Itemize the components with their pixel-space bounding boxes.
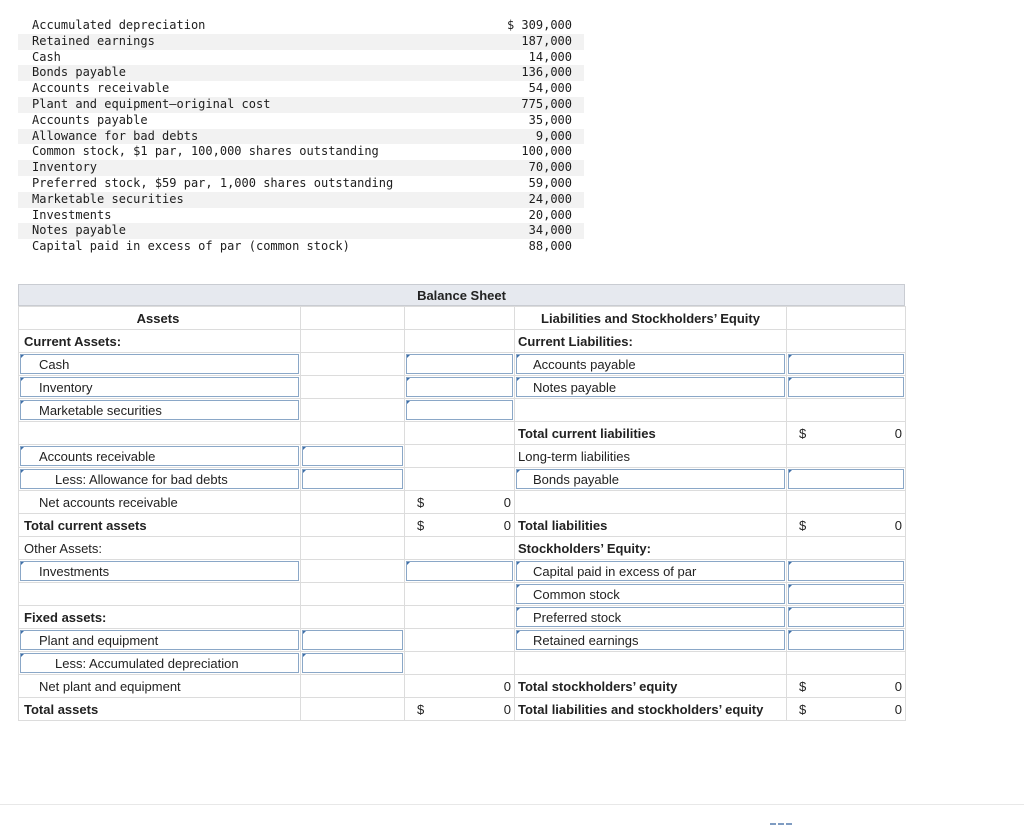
data-row: Investments 20,000 <box>32 207 572 222</box>
capital-paid-label-field[interactable]: Capital paid in excess of par <box>515 560 787 583</box>
data-row: Accounts receivable 54,000 <box>32 81 572 96</box>
data-row: Common stock, $1 par, 100,000 shares outstanding 100,000 <box>32 144 572 159</box>
total-liabilities-value: 0 <box>894 517 902 533</box>
data-row: Accumulated depreciation $ 309,000 <box>32 18 572 32</box>
cash-label-field[interactable]: Cash <box>19 353 301 376</box>
accum-depreciation-label-field[interactable]: Less: Accumulated depreciation <box>19 652 301 675</box>
accounts-receivable-amount-input[interactable] <box>301 445 405 468</box>
total-current-liabilities-label: Total current liabilities <box>515 422 787 445</box>
total-se-label: Total stockholders’ equity <box>515 675 787 698</box>
data-row: Accounts payable 35,000 <box>32 112 572 127</box>
data-row: Capital paid in excess of par (common stock) 88,000 <box>32 239 572 254</box>
common-stock-amount-input[interactable] <box>787 583 906 606</box>
cash-amount-input[interactable] <box>405 353 515 376</box>
inventory-amount-input[interactable] <box>405 376 515 399</box>
current-liabilities-label: Current Liabilities: <box>515 330 787 353</box>
data-row: Retained earnings 187,000 <box>18 34 584 50</box>
balance-sheet-title: Balance Sheet <box>18 284 905 306</box>
fixed-assets-label: Fixed assets: <box>19 606 301 629</box>
total-current-liabilities-value: 0 <box>894 425 902 441</box>
total-se-value: 0 <box>894 678 902 694</box>
scroll-indicator <box>770 823 792 827</box>
total-assets-value: 0 <box>503 701 511 717</box>
total-assets-label: Total assets <box>19 698 301 721</box>
accounts-payable-amount-input[interactable] <box>787 353 906 376</box>
net-plant-label: Net plant and equipment <box>19 675 301 698</box>
total-liabilities-label: Total liabilities <box>515 514 787 537</box>
balance-sheet-table <box>18 306 906 721</box>
capital-paid-amount-input[interactable] <box>787 560 906 583</box>
bonds-payable-amount-input[interactable] <box>787 468 906 491</box>
allowance-label-field[interactable]: Less: Allowance for bad debts <box>19 468 301 491</box>
currency-symbol: $ <box>417 494 425 510</box>
currency-symbol: $ <box>799 701 807 717</box>
net-plant-value: 0 <box>405 675 515 698</box>
data-row: Preferred stock, $59 par, 1,000 shares outstanding 59,000 <box>32 175 572 190</box>
plant-equipment-label-field[interactable]: Plant and equipment <box>19 629 301 652</box>
data-row: Plant and equipment—original cost 775,000 <box>18 97 584 113</box>
liabilities-header: Liabilities and Stockholders’ Equity <box>515 307 787 330</box>
currency-symbol: $ <box>799 425 807 441</box>
bonds-payable-label-field[interactable]: Bonds payable <box>515 468 787 491</box>
retained-earnings-label-field[interactable]: Retained earnings <box>515 629 787 652</box>
data-row: Allowance for bad debts 9,000 <box>18 129 584 145</box>
notes-payable-amount-input[interactable] <box>787 376 906 399</box>
plant-equipment-amount-input[interactable] <box>301 629 405 652</box>
common-stock-label-field[interactable]: Common stock <box>515 583 787 606</box>
preferred-stock-amount-input[interactable] <box>787 606 906 629</box>
data-row: Cash 14,000 <box>32 49 572 64</box>
accounts-payable-label-field[interactable]: Accounts payable <box>515 353 787 376</box>
data-row: Bonds payable 136,000 <box>18 65 584 81</box>
balance-sheet <box>18 284 905 721</box>
accounts-receivable-label-field[interactable]: Accounts receivable <box>19 445 301 468</box>
given-data-list <box>18 18 584 255</box>
other-assets-label: Other Assets: <box>19 537 301 560</box>
marketable-securities-amount-input[interactable] <box>405 399 515 422</box>
total-le-label: Total liabilities and stockholders’ equity <box>515 698 787 721</box>
marketable-securities-label-field[interactable]: Marketable securities <box>19 399 301 422</box>
investments-amount-input[interactable] <box>405 560 515 583</box>
data-row: Inventory 70,000 <box>18 160 584 176</box>
data-row: Marketable securities 24,000 <box>18 192 584 208</box>
allowance-amount-input[interactable] <box>301 468 405 491</box>
retained-earnings-amount-input[interactable] <box>787 629 906 652</box>
total-le-value: 0 <box>894 701 902 717</box>
assets-header: Assets <box>19 307 301 330</box>
total-current-assets-label: Total current assets <box>19 514 301 537</box>
inventory-label-field[interactable]: Inventory <box>19 376 301 399</box>
currency-symbol: $ <box>799 678 807 694</box>
investments-label-field[interactable]: Investments <box>19 560 301 583</box>
total-current-assets-value: 0 <box>503 517 511 533</box>
net-accounts-receivable-value: 0 <box>503 494 511 510</box>
long-term-liabilities-label: Long-term liabilities <box>515 445 787 468</box>
net-accounts-receivable-label: Net accounts receivable <box>19 491 301 514</box>
current-assets-label: Current Assets: <box>19 330 301 353</box>
currency-symbol: $ <box>799 517 807 533</box>
currency-symbol: $ <box>417 517 425 533</box>
preferred-stock-label-field[interactable]: Preferred stock <box>515 606 787 629</box>
data-row: Notes payable 34,000 <box>18 223 584 239</box>
footer-divider <box>0 804 1024 805</box>
currency-symbol: $ <box>417 701 425 717</box>
accum-depreciation-amount-input[interactable] <box>301 652 405 675</box>
notes-payable-label-field[interactable]: Notes payable <box>515 376 787 399</box>
stockholders-equity-label: Stockholders’ Equity: <box>515 537 787 560</box>
